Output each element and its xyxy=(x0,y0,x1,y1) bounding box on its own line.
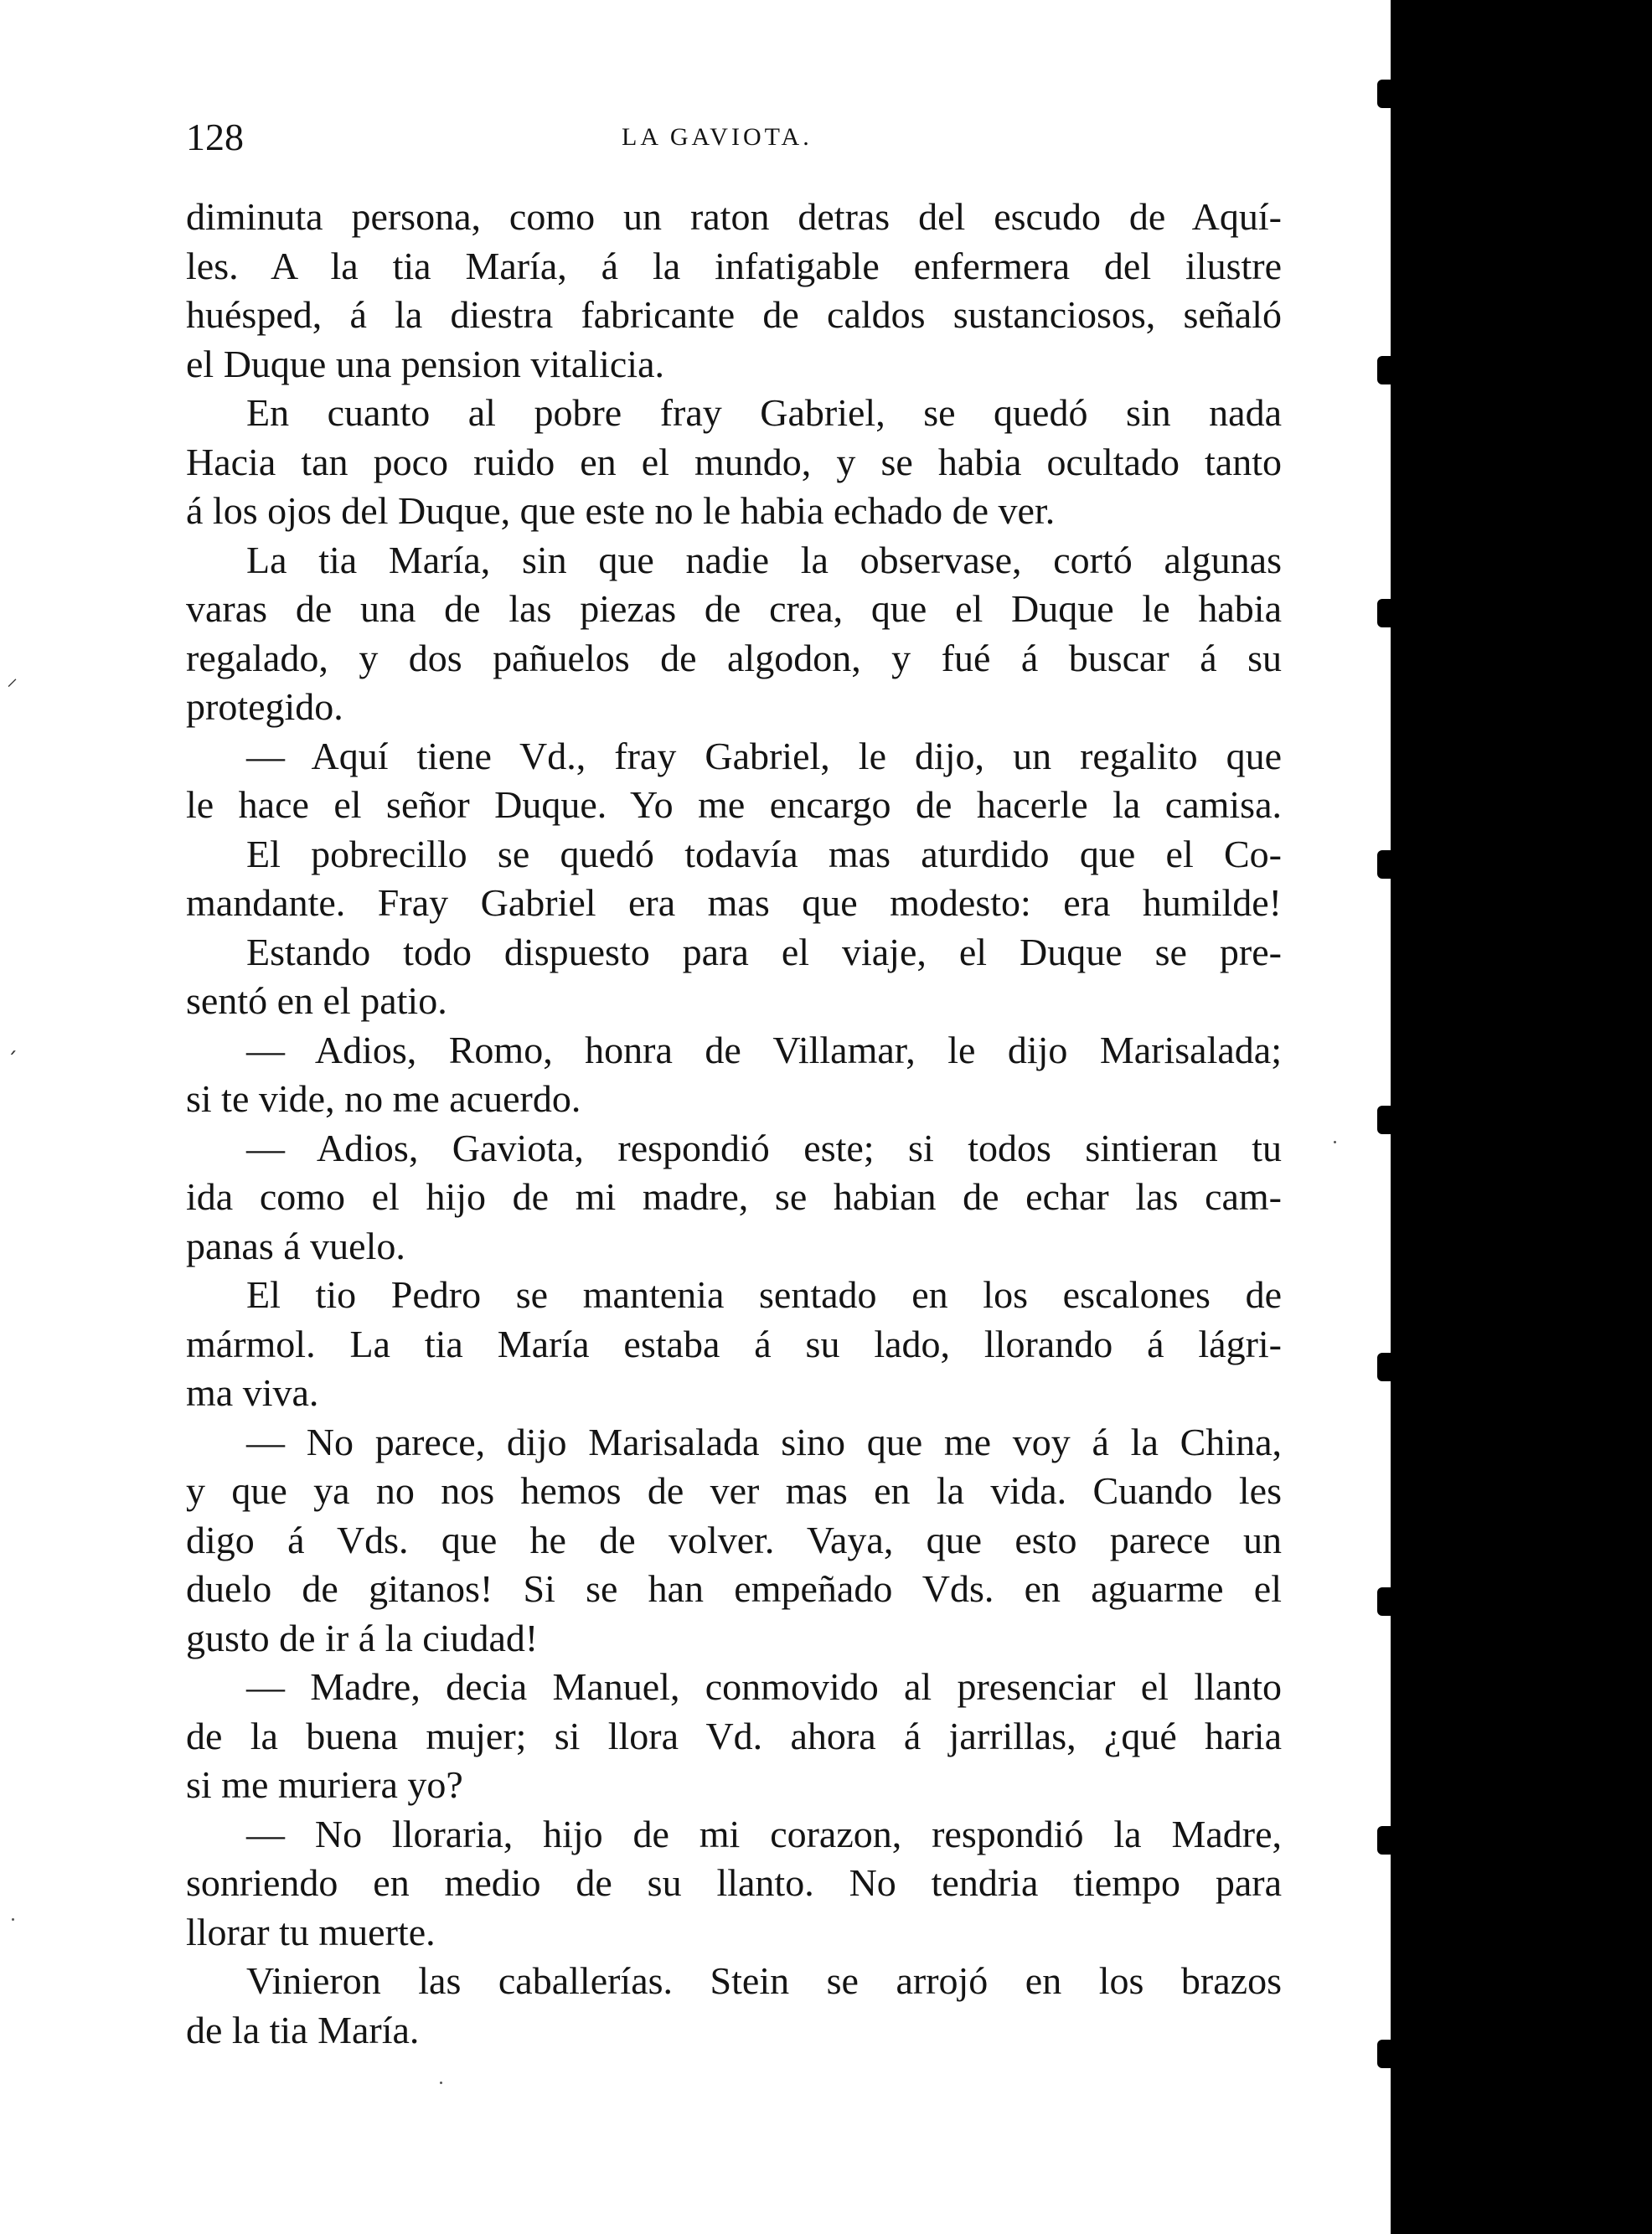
text-line: — No parece, dijo Marisalada sino que me voy á la China, xyxy=(246,1420,1282,1463)
text-line: mandante. Fray Gabriel era mas que modesto: era humilde! xyxy=(186,881,1282,924)
text-line: mármol. La tia María estaba á su lado, llorando á lágri- xyxy=(186,1322,1282,1365)
text-line: de la buena mujer; si llora Vd. ahora á jarrillas, ¿qué haria xyxy=(186,1714,1282,1757)
text-line: y que ya no nos hemos de ver mas en la vida. Cuando les xyxy=(186,1469,1282,1512)
text-line: si te vide, no me acuerdo. xyxy=(186,1077,581,1120)
text-line: ma viva. xyxy=(186,1371,319,1414)
text-line: el Duque una pension vitalicia. xyxy=(186,342,665,385)
margin-mark: ⸝ xyxy=(7,666,18,691)
edge-notch xyxy=(1377,80,1392,108)
dust-speck xyxy=(1334,1141,1336,1143)
text-line: Vinieron las caballerías. Stein se arrojó en los brazos xyxy=(246,1959,1282,2002)
text-line: — Aquí tiene Vd., fray Gabriel, le dijo, un regalito que xyxy=(246,734,1282,777)
text-line: sentó en el patio. xyxy=(186,979,447,1022)
text-line: si me muriera yo? xyxy=(186,1763,463,1806)
text-line: ida como el hijo de mi madre, se habian de echar las cam- xyxy=(186,1175,1282,1218)
text-line: les. A la tia María, á la infatigable enfermera del ilustre xyxy=(186,244,1282,287)
text-line: huésped, á la diestra fabricante de caldos sustanciosos, señaló xyxy=(186,293,1282,336)
edge-notch xyxy=(1377,1587,1392,1616)
body-text xyxy=(186,193,1282,2055)
text-line: varas de una de las piezas de crea, que el Duque le habia xyxy=(186,587,1282,630)
scan-edge xyxy=(1391,0,1652,2234)
text-line: — Madre, decia Manuel, conmovido al presenciar el llanto xyxy=(246,1665,1282,1708)
page-number: 128 xyxy=(186,116,244,158)
text-line: — No lloraria, hijo de mi corazon, respondió la Madre, xyxy=(246,1812,1282,1855)
text-line: duelo de gitanos! Si se han empeñado Vds. en aguarme el xyxy=(186,1567,1282,1610)
text-line: protegido. xyxy=(186,685,343,728)
text-line: — Adios, Gaviota, respondió este; si todos sintieran tu xyxy=(246,1126,1282,1169)
text-line: de la tia María. xyxy=(186,2008,420,2051)
edge-notch xyxy=(1377,1106,1392,1134)
text-line: regalado, y dos pañuelos de algodon, y fué á buscar á su xyxy=(186,636,1282,679)
edge-notch xyxy=(1377,1353,1392,1381)
text-line: Estando todo dispuesto para el viaje, el Duque se pre- xyxy=(246,930,1282,973)
text-line: sonriendo en medio de su llanto. No tendria tiempo para xyxy=(186,1861,1282,1904)
text-line: le hace el señor Duque. Yo me encargo de hacerle la camisa. xyxy=(186,783,1282,826)
dust-speck xyxy=(440,2082,442,2084)
text-line: llorar tu muerte. xyxy=(186,1910,436,1953)
edge-notch xyxy=(1377,599,1392,627)
text-line: En cuanto al pobre fray Gabriel, se quedó sin nada xyxy=(246,391,1282,434)
text-line: digo á Vds. que he de volver. Vaya, que esto parece un xyxy=(186,1518,1282,1561)
edge-notch xyxy=(1377,2040,1392,2068)
edge-notch xyxy=(1377,850,1392,879)
text-line: — Adios, Romo, honra de Villamar, le dijo Marisalada; xyxy=(246,1028,1282,1071)
running-title: LA GAVIOTA. xyxy=(622,123,813,151)
text-line: diminuta persona, como un raton detras del escudo de Aquí- xyxy=(186,195,1282,238)
page-header xyxy=(186,116,1275,166)
text-line: Hacia tan poco ruido en el mundo, y se habia ocultado tanto xyxy=(186,440,1282,483)
dust-speck xyxy=(12,1918,14,1921)
edge-notch xyxy=(1377,356,1392,384)
margin-mark: ˏ xyxy=(7,1030,18,1055)
text-line: gusto de ir á la ciudad! xyxy=(186,1616,539,1659)
text-line: El pobrecillo se quedó todavía mas aturdido que el Co- xyxy=(246,832,1282,875)
text-line: La tia María, sin que nadie la observase, cortó algunas xyxy=(246,538,1282,581)
text-line: El tio Pedro se mantenia sentado en los escalones de xyxy=(246,1273,1282,1316)
text-line: á los ojos del Duque, que este no le habia echado de ver. xyxy=(186,489,1056,532)
text-line: panas á vuelo. xyxy=(186,1224,405,1267)
edge-notch xyxy=(1377,1826,1392,1855)
